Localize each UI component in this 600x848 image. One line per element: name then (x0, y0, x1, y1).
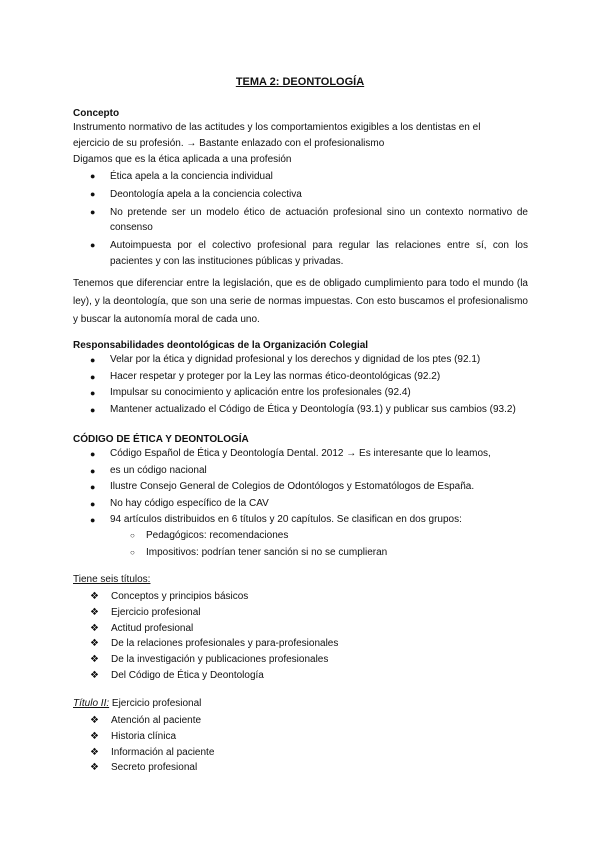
diamond-bullet-icon: ❖ (90, 669, 99, 681)
list-item: ❖ Secreto profesional (73, 760, 528, 776)
list-item: ● Deontología apela a la conciencia colectiva (73, 187, 528, 203)
bullet-icon: ● (90, 355, 96, 365)
diamond-bullet-icon: ❖ (90, 622, 99, 634)
titulo-ii-text: Ejercicio profesional (111, 698, 202, 709)
codigo-sub-list (73, 528, 528, 561)
list-item: ● es un código nacional (73, 463, 528, 480)
concepto-paragraph (73, 120, 528, 168)
codigo-bullet-list (73, 446, 528, 529)
section-heading-concepto: Concepto (73, 108, 120, 119)
diferencia-paragraph: Tenemos que diferenciar entre la legislación, que es de obligado cumplimiento para todo el mundo (la ley), y la deontología, que son una serie de normas impuestas. Con esto buscamos el profesionalismo y buscar la autonomía moral de cada uno. (73, 278, 528, 325)
list-item: ● Ilustre Consejo General de Colegios de Odontólogos y Estomatólogos de España. (73, 479, 528, 496)
diamond-bullet-icon: ❖ (90, 746, 99, 758)
list-item: ● Autoimpuesta por el colectivo profesional para regular las relaciones entre sí, con los pacientes y con las instituciones públicas y privadas. (90, 240, 528, 267)
bullet-icon: ● (90, 240, 96, 251)
responsabilidades-bullet-list (73, 352, 528, 418)
circle-bullet-icon: ○ (130, 531, 135, 540)
diamond-bullet-icon: ❖ (90, 715, 99, 726)
concepto-line-1: Instrumento normativo de las actitudes y los comportamientos exigibles a los dentistas en el (73, 122, 481, 133)
list-item: ❖ Atención al paciente (73, 713, 528, 729)
list-item: ❖ Información al paciente (73, 745, 528, 761)
bullet-icon: ● (90, 465, 96, 476)
section-heading-responsabilidades: Responsabilidades deontológicas de la Organización Colegial (73, 340, 369, 351)
bullet-icon: ● (90, 171, 96, 181)
diamond-bullet-icon: ❖ (90, 730, 99, 742)
section-heading-codigo: CÓDIGO DE ÉTICA Y DEONTOLOGÍA (73, 434, 249, 445)
list-item: ● No hay código específico de la CAV (73, 496, 528, 513)
bullet-icon: ● (90, 515, 96, 525)
titulo-ii-heading (73, 697, 528, 711)
list-item: ● Ética apela a la conciencia individual (73, 169, 528, 185)
concepto-bullet-list (73, 169, 528, 270)
list-item: ❖ Del Código de Ética y Deontología (73, 668, 528, 684)
list-item: ❖ De la relaciones profesionales y para-profesionales (73, 636, 528, 652)
list-item: ● 94 artículos distribuidos en 6 títulos y 20 capítulos. Se clasifican en dos grupos: (73, 512, 528, 529)
titulo-ii-label: Título II: (73, 698, 110, 709)
bullet-icon: ● (90, 404, 96, 415)
list-item: ● Velar por la ética y dignidad profesional y los derechos y dignidad de los ptes (92.1) (73, 352, 528, 369)
list-item: ● Mantener actualizado el Código de Ética y Deontología (93.1) y publicar sus cambios (93.2) (73, 402, 528, 419)
bullet-icon: ● (90, 371, 96, 382)
list-item: ❖ Ejercicio profesional (73, 605, 528, 621)
diamond-bullet-icon: ❖ (90, 638, 99, 650)
list-item: ● Código Español de Ética y Deontología Dental. 2012 → Es interesante que lo leamos, (73, 446, 528, 463)
diamond-bullet-icon: ❖ (90, 762, 99, 774)
list-item: ❖ Historia clínica (73, 729, 528, 745)
circle-bullet-icon: ○ (130, 547, 135, 557)
bullet-icon: ● (90, 388, 96, 398)
list-item: ❖ De la investigación y publicaciones profesionales (73, 652, 528, 668)
section-heading-titulos: Tiene seis títulos: (73, 574, 151, 585)
list-item: ● Hacer respetar y proteger por la Ley las normas ético-deontológicas (92.2) (73, 369, 528, 386)
bullet-icon: ● (90, 498, 96, 509)
list-item: ❖ Conceptos y principios básicos (73, 589, 528, 605)
titulos-list (73, 589, 528, 684)
bullet-icon: ● (90, 482, 96, 492)
list-item: ● No pretende ser un modelo ético de actuación profesional sino un contexto normativo de consenso (90, 206, 528, 234)
page-title: TEMA 2: DEONTOLOGÍA (235, 76, 365, 88)
list-item: ❖ Actitud profesional (73, 621, 528, 637)
bullet-icon: ● (90, 206, 96, 217)
concepto-line-3: Digamos que es la ética aplicada a una profesión (73, 154, 292, 165)
list-item: ○ Pedagógicos: recomendaciones (73, 528, 528, 545)
bullet-icon: ● (90, 188, 96, 199)
titulo-ii-list (73, 713, 528, 776)
diamond-bullet-icon: ❖ (90, 606, 99, 618)
diamond-bullet-icon: ❖ (90, 591, 99, 602)
list-item: ● Impulsar su conocimiento y aplicación entre los profesionales (92.4) (73, 385, 528, 402)
diamond-bullet-icon: ❖ (90, 654, 99, 666)
list-item: ○ Impositivos: podrían tener sanción si no se cumplieran (73, 545, 528, 562)
bullet-icon: ● (90, 449, 96, 459)
concepto-line-2: ejercicio de su profesión. → Bastante enlazado con el profesionalismo (73, 138, 385, 149)
